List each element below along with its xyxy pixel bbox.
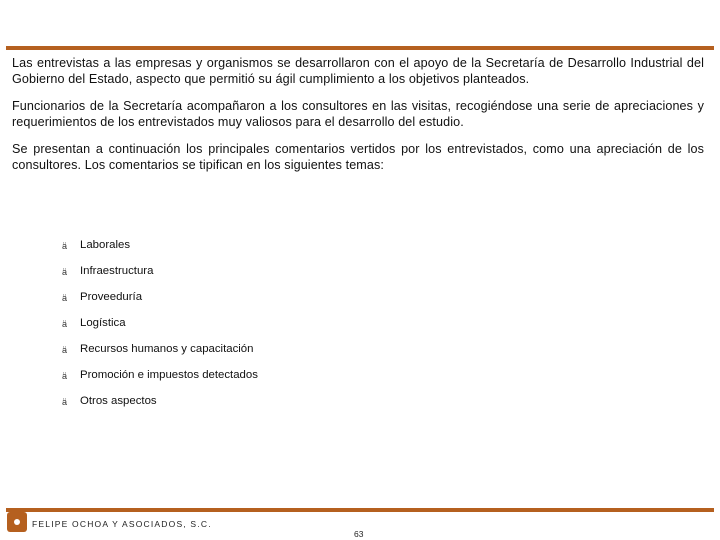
topic-label: Recursos humanos y capacitación xyxy=(80,343,254,355)
footer-company-name: FELIPE OCHOA Y ASOCIADOS, S.C. xyxy=(32,519,212,529)
topic-label: Logística xyxy=(80,317,126,329)
arrow-bullet-icon: ä xyxy=(62,371,68,381)
list-item xyxy=(62,232,258,258)
list-item xyxy=(62,284,258,310)
list-item xyxy=(62,336,258,362)
arrow-bullet-icon: ä xyxy=(62,345,68,355)
topic-label: Laborales xyxy=(80,239,131,251)
paragraph-comments: Se presentan a continuación los principales comentarios vertidos por los entrevistados, como una apreciación de los consultores. Los comentarios se tipifican en los siguientes temas: xyxy=(12,142,704,172)
paragraph-officials: Funcionarios de la Secretaría acompañaron a los consultores en las visitas, recogiéndose una serie de apreciaciones y requerimientos de los entrevistados muy valiosos para el desarrollo del estudio. xyxy=(12,99,704,129)
list-item xyxy=(62,388,258,414)
list-item xyxy=(62,258,258,284)
arrow-bullet-icon: ä xyxy=(62,241,68,251)
page-number: 63 xyxy=(354,529,364,539)
arrow-bullet-icon: ä xyxy=(62,267,68,277)
topic-label: Infraestructura xyxy=(80,265,154,277)
top-divider xyxy=(6,46,714,50)
list-item xyxy=(62,310,258,336)
logo-dot xyxy=(14,519,20,525)
arrow-bullet-icon: ä xyxy=(62,397,68,407)
arrow-bullet-icon: ä xyxy=(62,319,68,329)
topic-label: Proveeduría xyxy=(80,291,143,303)
bottom-divider xyxy=(6,508,714,512)
topics-list xyxy=(62,232,258,414)
arrow-bullet-icon: ä xyxy=(62,293,68,303)
company-logo-icon xyxy=(7,512,27,532)
paragraph-intro: Las entrevistas a las empresas y organismos se desarrollaron con el apoyo de la Secretaría de Desarrollo Industrial del Gobierno del Estado, aspecto que permitió su ágil cumplimiento a los objetivos planteados. xyxy=(12,56,704,86)
document-body xyxy=(12,55,704,184)
topic-label: Promoción e impuestos detectados xyxy=(80,369,258,381)
list-item xyxy=(62,362,258,388)
topic-label: Otros aspectos xyxy=(80,395,157,407)
